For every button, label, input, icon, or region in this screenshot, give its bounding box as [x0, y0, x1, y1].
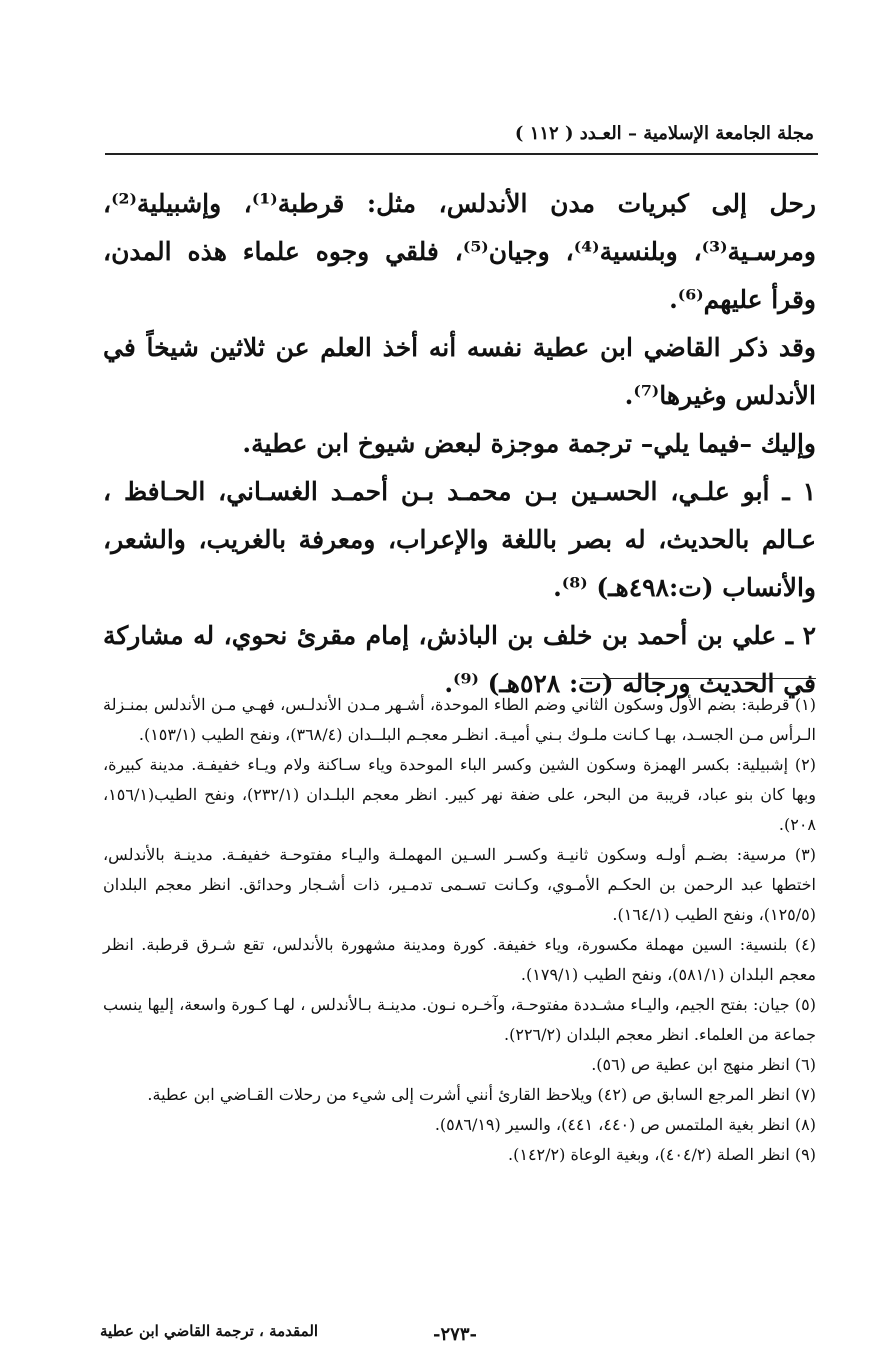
- footnote-6: (٦) انظر منهج ابن عطية ص (٥٦).: [591, 1055, 816, 1074]
- footnote-4: (٤) بلنسية: السين مهملة مكسورة، وياء خفيفة. كورة ومدينة مشهورة بالأندلس، تقع شـرق قرطبة. انظر معجم البلدان (٥٨١/١)، ونفح الطيب (١٧٩/١).: [103, 935, 817, 984]
- paragraph-teacher-2: ٢ ـ علي بن أحمد بن خلف بن الباذش، إمام مقرئ نحوي، له مشاركة في الحديث ورجاله (ت: ٥٢٨هـ) ⁽⁹⁾.: [103, 621, 816, 698]
- paragraph-intro-biographies: وإليك –فيما يلي– ترجمة موجزة لبعض شيوخ ابن عطية.: [242, 429, 816, 458]
- footnote-7: (٧) انظر المرجع السابق ص (٤٢) ويلاحظ القارئ أنني أشرت إلى شيء من رحلات القـاضي ابن عطية.: [147, 1085, 816, 1104]
- running-header: مجلة الجامعة الإسلامية – العـدد ( ١١٢ ): [514, 123, 814, 144]
- footer-section-title: المقدمة ، ترجمة القاضي ابن عطية: [100, 1322, 319, 1340]
- footnote-9: (٩) انظر الصلة (٤٠٤/٢)، وبغية الوعاة (١٤٢/٢).: [508, 1145, 816, 1164]
- footnote-1: (١) قرطبة: بضم الأول وسكون الثاني وضم الطاء الموحدة، أشـهر مـدن الأندلـس، فهـي مـن الأندلس بمنـزلة الـرأس مـن الجسـد، بهـا كـانت ملـوك بـني أميـة. انظـر معجـم البلــدان (٣٦٨/٤)، ونفح الطيب (١٥٣/١).: [103, 695, 816, 744]
- paragraph-travels: رحل إلى كبريات مدن الأندلس، مثل: قرطبة⁽¹⁾، وإشبيلية⁽²⁾، ومرسـية⁽³⁾، وبلنسية⁽⁴⁾، وجيان⁽⁵⁾، فلقي وجوه علماء هذه المدن، وقرأ عليهم⁽⁶⁾.: [103, 189, 817, 314]
- page-number: -٢٧٣-: [433, 1324, 477, 1345]
- footnote-2: (٢) إشبيلية: بكسر الهمزة وسكون الشين وكسر الباء الموحدة وياء سـاكنة ولام ويـاء خفيفـة. مدينة كبيرة، وبها كان بنو عباد، قريبة من البحر، على ضفة نهر كبير. انظر معجم البلـدان (٢٣٢/١)، ونفح الطيب(١٥٦/١، ٢٠٨).: [103, 755, 816, 834]
- footnote-8: (٨) انظر بغية الملتمس ص (٤٤٠، ٤٤١)، والسير (٥٨٦/١٩).: [434, 1115, 816, 1134]
- footnote-separator: [581, 678, 816, 679]
- footnotes: [103, 690, 816, 1170]
- main-text: [103, 180, 816, 708]
- paragraph-teacher-1: ١ ـ أبو علـي، الحسـين بـن محمـد بـن أحمـد الغسـاني، الحـافظ ، عـالم بالحديث، له بصر باللغة والإعراب، ومعرفة بالغريب، والشعر، والأنساب (ت:٤٩٨هـ) ⁽⁸⁾.: [103, 477, 816, 602]
- header-rule: [105, 153, 818, 155]
- footnote-5: (٥) جيان: بفتح الجيم، واليـاء مشـددة مفتوحـة، وآخـره نـون. مدينـة بـالأندلس ، لهـا كـورة واسعة، إليها ينسب جماعة من العلماء. انظر معجم البلدان (٢٢٦/٢).: [103, 995, 816, 1044]
- paragraph-teachers-count: وقد ذكر القاضي ابن عطية نفسه أنه أخذ العلم عن ثلاثين شيخاً في الأندلس وغيرها⁽⁷⁾.: [103, 333, 816, 410]
- footnote-3: (٣) مرسية: بضـم أولـه وسكون ثانيـة وكسـر السـين المهملـة واليـاء مفتوحـة خفيفـة. مدينـة بالأندلس، اختطها عبد الرحمن بن الحكـم الأمـوي، وكـانت تسـمى تدمـير، ذات أشـجار وحدائق. انظر معجم البلدان (١٢٥/٥)، ونفح الطيب (١٦٤/١).: [103, 845, 816, 924]
